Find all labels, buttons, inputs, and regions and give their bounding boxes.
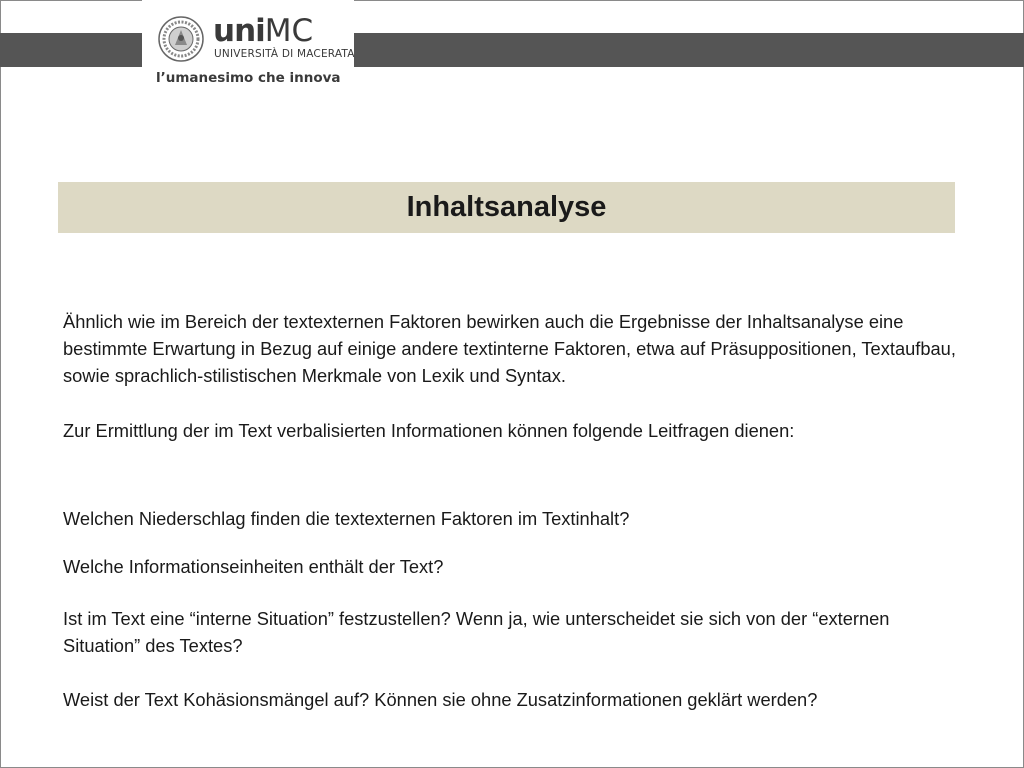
logo-wordmark-bold: uni [213,13,265,49]
title-bar [58,182,955,233]
header-band-left [0,33,142,67]
logo-subtitle: UNIVERSITÀ DI MACERATA [214,48,355,60]
logo-wordmark [213,14,313,48]
question-4: Weist der Text Kohäsionsmängel auf? Können sie ohne Zusatzinformationen geklärt werden? [63,689,818,710]
question-2: Welche Informationseinheiten enthält der Text? [63,556,444,577]
university-seal-icon [158,16,204,62]
question-3: Ist im Text eine “interne Situation” festzustellen? Wenn ja, wie unterscheidet sie sich von der “externen Situation” des Textes? [63,608,890,656]
slide-title: Inhaltsanalyse [406,191,607,223]
header-band-right [354,33,1024,67]
logo-wordmark-light: MC [264,13,314,49]
lead-paragraph: Zur Ermittlung der im Text verbalisierten Informationen können folgende Leitfragen dienen: [63,420,795,441]
question-1: Welchen Niederschlag finden die textexternen Faktoren im Textinhalt? [63,508,630,529]
intro-paragraph: Ähnlich wie im Bereich der textexternen Faktoren bewirken auch die Ergebnisse der Inhaltsanalyse eine bestimmte Erwartung in Bezug auf einige andere textinterne Faktoren, etwa auf Präsuppositionen, Textaufbau, sowie sprachlich-stilistischen Merkmale von Lexik und Syntax. [63,311,956,386]
logo-tagline: l’umanesimo che innova [156,70,341,86]
